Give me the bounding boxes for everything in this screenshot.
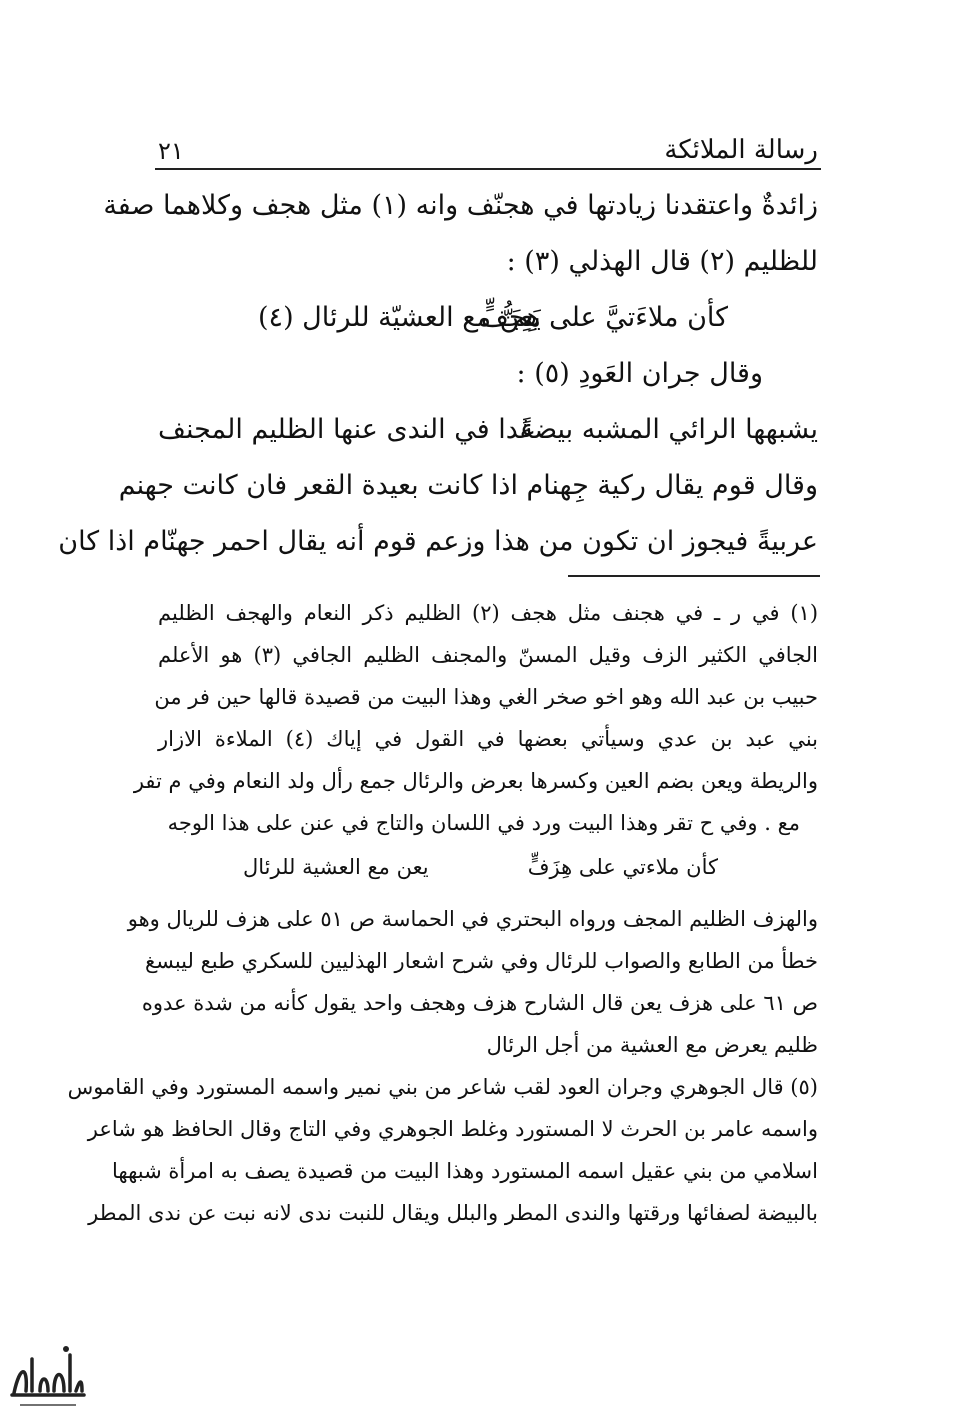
footnote-verse-first: كأن ملاءتي على هِزَفٍّ (527, 855, 718, 879)
footnote-line: (٥) قال الجوهري وجران العود لقب شاعر من بني نمير واسمه المستورد وفي القاموس (67, 1075, 818, 1099)
text-line-3: وقال جران العَودِ (٥) : (516, 358, 763, 389)
text-line-5: عربيةً فيجوز ان تكون من هذا وزعم قوم أنه يقال احمر جهنّام اذا كان (58, 526, 818, 557)
footnote-line: بالبيضة لصفائها ورقتها والندى المطر والبلل ويقال للنبت ندى لانه نبت عن ندى المطر (88, 1201, 818, 1225)
library-logo (6, 1335, 86, 1415)
running-title: رسالة الملائكة (664, 135, 818, 165)
footnote-line: ص ٦١ على هزف يعن قال الشارح هزف وهجف واحد يقول كأنه من شدة عدوه (141, 991, 818, 1015)
verse1-second-hemistich: يَعِنُّ مع العشيّة للرئال (٤) (258, 302, 541, 333)
footnote-line: حبيب بن عبد الله وهو اخو صخر الغي وهذا البيت من قصيدة قالها حين فر من (154, 685, 818, 709)
footnote-line: الجافي الكثير الزف وقيل المسنّ والمجنف الظليم الجافي (٣) هو الأعلم (158, 643, 818, 667)
footnote-verse-second: يعن مع العشية للرئال (243, 855, 429, 879)
footnote-line: ظليم يعرض مع العشية من أجل الرئال (486, 1033, 818, 1057)
footnote-line: واسمه عامر بن الحرث لا المستورد وغلط الجوهري وفي التاج وقال الحافظ هو شاعر (87, 1117, 818, 1141)
text-line-4: وقال قوم يقال ركية جِهنام اذا كانت بعيدة القعر فان كانت جهنم (118, 470, 818, 501)
page-number: ٢١ (158, 137, 184, 165)
footnote-line: اسلامي من بني عقيل اسمه المستورد وهذا البيت من قصيدة يصف به امرأة شبهها (112, 1159, 818, 1183)
text-line-2: للظليم (٢) قال الهذلي (٣) : (506, 246, 818, 277)
footnote-line: والريطة ويعن بضم العين وكسرها بعرض والرئال جمع رأل ولد النعام وفي م تفر (133, 769, 818, 793)
footnote-line: (١) في ر ـ في هجنف مثل هجف (٢) الظليم ذكر النعام والهجف الظليم (158, 601, 819, 625)
footnote-line: بني عبد بن عدي وسيأتي بعضها في القول في إياك (٤) الملاءة الازار (158, 727, 818, 751)
footnote-line: والهزف الظليم المجف ورواه البحتري في الحماسة ص ٥١ على هزف للريال وهو (127, 907, 818, 931)
verse2-second-hemistich: غدا في الندى عنها الظليم المجنف (158, 414, 535, 445)
footnote-line: خطأ من الطابع والصواب للرئال وفي شرح اشعار الهذليين للسكري طبع ليبسغ (144, 949, 818, 973)
verse1-first-hemistich: كأن ملاءَتيَّ على هِجَفٍّ (480, 302, 728, 333)
header-rule (155, 168, 821, 170)
text-line-1: زائدةٌ واعتقدنا زيادتها في هجنّف وانه (١) مثل هجف وكلاهما صفة (103, 190, 818, 221)
verse2-first-hemistich: يشبهها الرائي المشبه بيضةً (519, 414, 818, 445)
footnote-separator (568, 575, 820, 577)
footnote-line: مع . وفي ح تقر وهذا البيت ورد في اللسان والتاج في عنن على هذا الوجه (167, 811, 800, 835)
running-header (158, 125, 818, 165)
